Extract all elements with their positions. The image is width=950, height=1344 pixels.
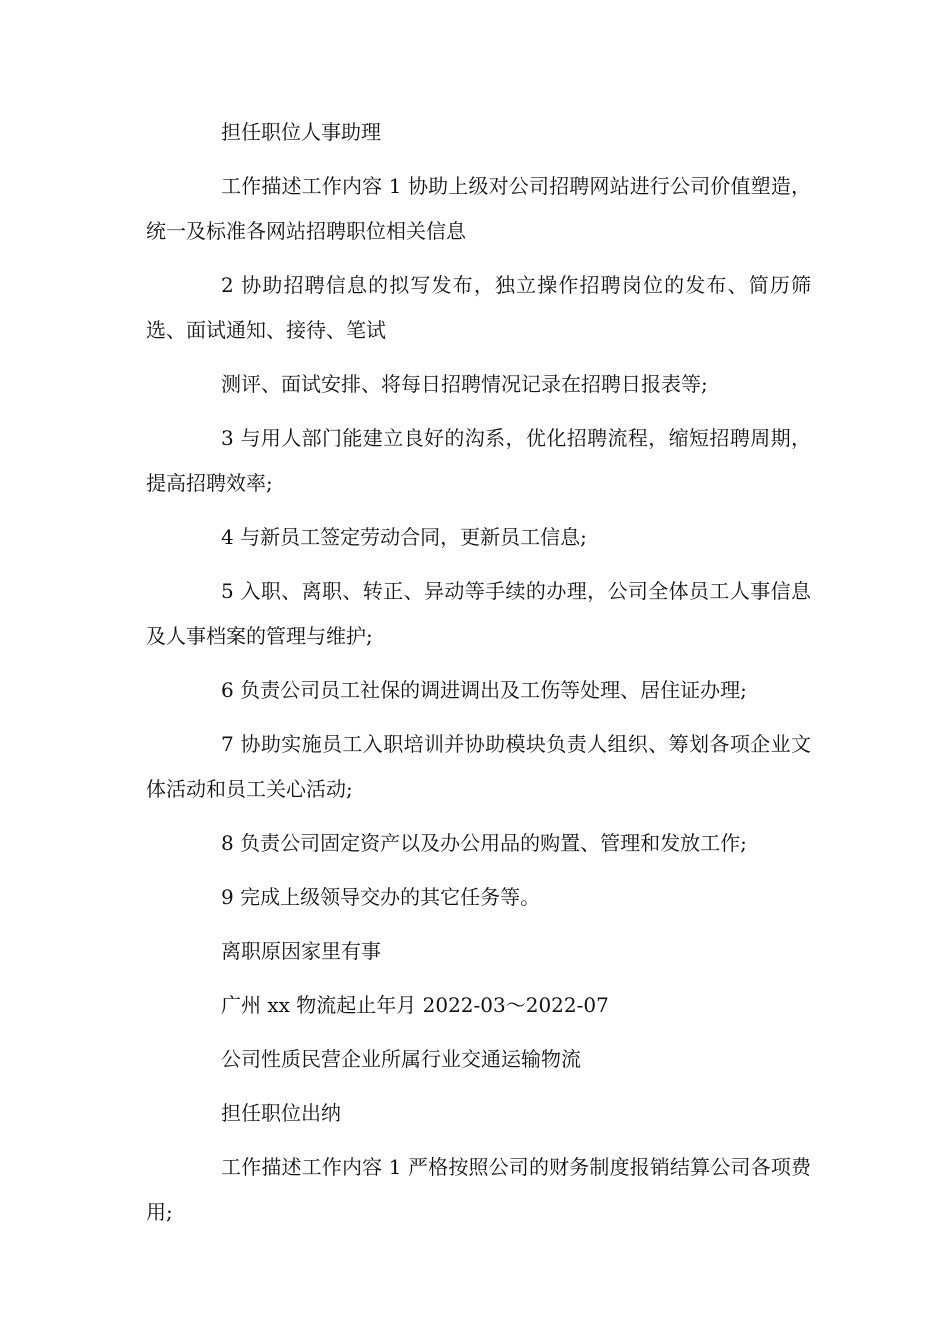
paragraph-duty-6: 6 负责公司员工社保的调进调出及工伤等处理、居住证办理; bbox=[221, 678, 747, 702]
paragraph-duty-9: 9 完成上级领导交办的其它任务等。 bbox=[221, 885, 541, 909]
paragraph-duty-4: 4 与新员工签定劳动合同，更新员工信息; bbox=[221, 525, 587, 549]
paragraph-duty-3: 3 与用人部门能建立良好的沟系，优化招聘流程，缩短招聘周期，提高招聘效率; bbox=[146, 426, 811, 495]
paragraph-company-nature: 公司性质民营企业所属行业交通运输物流 bbox=[221, 1047, 581, 1071]
paragraph-position-hr-assistant: 担任职位人事助理 bbox=[221, 120, 381, 144]
document-body bbox=[146, 110, 811, 1244]
paragraph-company-period: 广州 xx 物流起止年月 2022-03～2022-07 bbox=[221, 993, 609, 1017]
paragraph-duty-8: 8 负责公司固定资产以及办公用品的购置、管理和发放工作; bbox=[221, 831, 747, 855]
paragraph-cashier-description-1: 工作描述工作内容 1 严格按照公司的财务制度报销结算公司各项费用; bbox=[146, 1155, 811, 1224]
paragraph-position-cashier: 担任职位出纳 bbox=[221, 1101, 341, 1125]
paragraph-duty-2-continued: 测评、面试安排、将每日招聘情况记录在招聘日报表等; bbox=[221, 372, 708, 396]
paragraph-leave-reason: 离职原因家里有事 bbox=[221, 939, 381, 963]
paragraph-duty-7: 7 协助实施员工入职培训并协助模块负责人组织、筹划各项企业文体活动和员工关心活动; bbox=[146, 732, 811, 801]
paragraph-duty-2: 2 协助招聘信息的拟写发布，独立操作招聘岗位的发布、简历筛选、面试通知、接待、笔试 bbox=[146, 273, 811, 342]
paragraph-duty-5: 5 入职、离职、转正、异动等手续的办理，公司全体员工人事信息及人事档案的管理与维护; bbox=[146, 579, 811, 648]
paragraph-job-description-1: 工作描述工作内容 1 协助上级对公司招聘网站进行公司价值塑造，统一及标准各网站招聘职位相关信息 bbox=[146, 174, 811, 243]
